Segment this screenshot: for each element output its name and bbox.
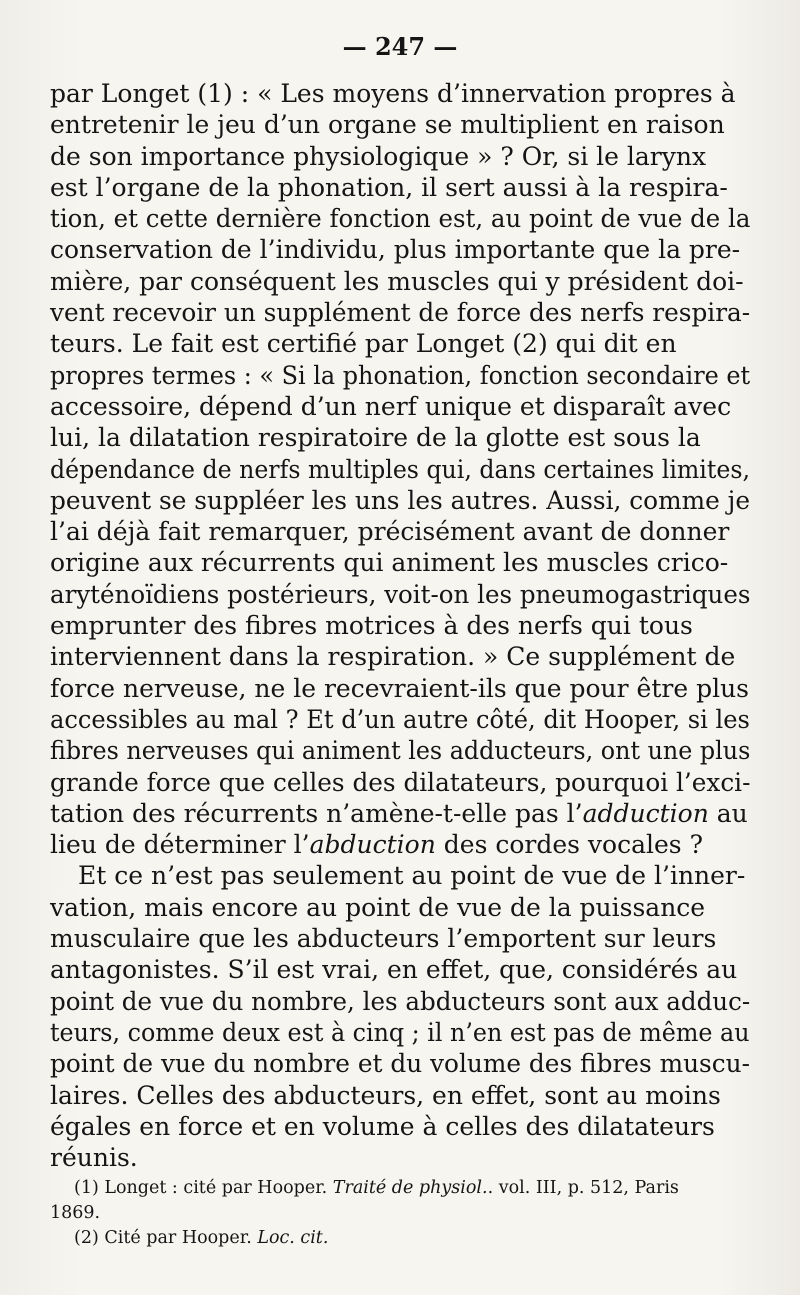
- text-line: propres termes : « Si la phonation, fonction secondaire et: [50, 360, 751, 390]
- text-line: force nerveuse, ne le recevraient-ils que pour être plus: [50, 673, 749, 703]
- text-line: vent recevoir un supplément de force des nerfs respira-: [50, 298, 751, 328]
- text-line: antagonistes. S’il est vrai, en effet, que, considérés au: [50, 955, 738, 985]
- footnote-1-continued: 1869.: [50, 1203, 101, 1223]
- text-line: dépendance de nerfs multiples qui, dans certaines limites,: [50, 454, 750, 484]
- footnote-text: (2) Cité par Hooper.: [74, 1228, 258, 1248]
- text-line: tion, et cette dernière fonction est, au point de vue de la: [50, 204, 751, 234]
- italic-word: abduction: [309, 830, 436, 860]
- text-line: [50, 829, 750, 860]
- footnotes: [50, 1176, 750, 1251]
- text-segment: des cordes vocales ?: [435, 830, 703, 860]
- paragraph-start-line: Et ce n’est pas seulement au point de vue de l’inner-: [78, 861, 746, 891]
- italic-word: adduction: [582, 798, 709, 828]
- text-line: grande force que celles des dilatateurs, pourquoi l’exci-: [50, 767, 751, 797]
- text-line: est l’organe de la phonation, il sert aussi à la respira-: [50, 172, 728, 202]
- text-line: fibres nerveuses qui animent les adducteurs, ont une plus: [50, 736, 751, 766]
- text-line: musculaire que les abducteurs l’emportent sur leurs: [50, 924, 717, 954]
- text-line: emprunter des fibres motrices à des nerfs qui tous: [50, 611, 693, 641]
- footnote-1: [50, 1176, 750, 1201]
- text-line: l’ai déjà fait remarquer, précisément avant de donner: [50, 517, 730, 547]
- text-line: point de vue du nombre, les abducteurs sont aux adduc-: [50, 986, 751, 1016]
- text-line: teurs, comme deux est à cinq ; il n’en est pas de même au: [50, 1017, 750, 1047]
- text-line: [50, 798, 750, 829]
- footnote-text: (1) Longet : cité par Hooper.: [74, 1178, 333, 1198]
- text-segment: tation des récurrents n’amène-t-elle pas l’: [50, 798, 583, 828]
- footnote-italic: Traité de physiol.: [332, 1178, 488, 1198]
- text-line: par Longet (1) : « Les moyens d’innervation propres à: [50, 79, 736, 108]
- text-line: accessoire, dépend d’un nerf unique et disparaît avec: [50, 391, 732, 421]
- page-number: — 247 —: [342, 32, 458, 61]
- text-line: teurs. Le fait est certifié par Longet (2) qui dit en: [50, 329, 677, 359]
- text-line: de son importance physiologique » ? Or, si le larynx: [50, 141, 707, 171]
- text-line: lui, la dilatation respiratoire de la glotte est sous la: [50, 423, 701, 453]
- text-line: origine aux récurrents qui animent les muscles crico-: [50, 548, 729, 578]
- text-segment: lieu de déterminer l’: [50, 830, 310, 860]
- text-line: entretenir le jeu d’un organe se multiplient en raison: [50, 110, 725, 140]
- footnote-2: [50, 1226, 750, 1251]
- body-text: [50, 78, 750, 1173]
- text-line: mière, par conséquent les muscles qui y président doi-: [50, 266, 744, 296]
- text-line: laires. Celles des abducteurs, en effet, sont au moins: [50, 1080, 721, 1110]
- text-line: conservation de l’individu, plus importante que la pre-: [50, 235, 741, 265]
- text-line: vation, mais encore au point de vue de la puissance: [50, 892, 706, 922]
- text-line: aryténoïdiens postérieurs, voit-on les pneumogastriques: [50, 579, 751, 609]
- text-line: accessibles au mal ? Et d’un autre côté, dit Hooper, si les: [50, 704, 750, 734]
- text-segment: au: [708, 798, 748, 828]
- footnote-text: . vol. III, p. 512, Paris: [487, 1178, 679, 1198]
- text-line: interviennent dans la respiration. » Ce supplément de: [50, 642, 736, 672]
- text-line: point de vue du nombre et du volume des fibres muscu-: [50, 1049, 750, 1079]
- text-line: peuvent se suppléer les uns les autres. Aussi, comme je: [50, 485, 750, 515]
- footnote-italic: Loc. cit.: [257, 1228, 329, 1248]
- text-line: réunis.: [50, 1143, 138, 1173]
- text-line: égales en force et en volume à celles des dilatateurs: [50, 1111, 715, 1141]
